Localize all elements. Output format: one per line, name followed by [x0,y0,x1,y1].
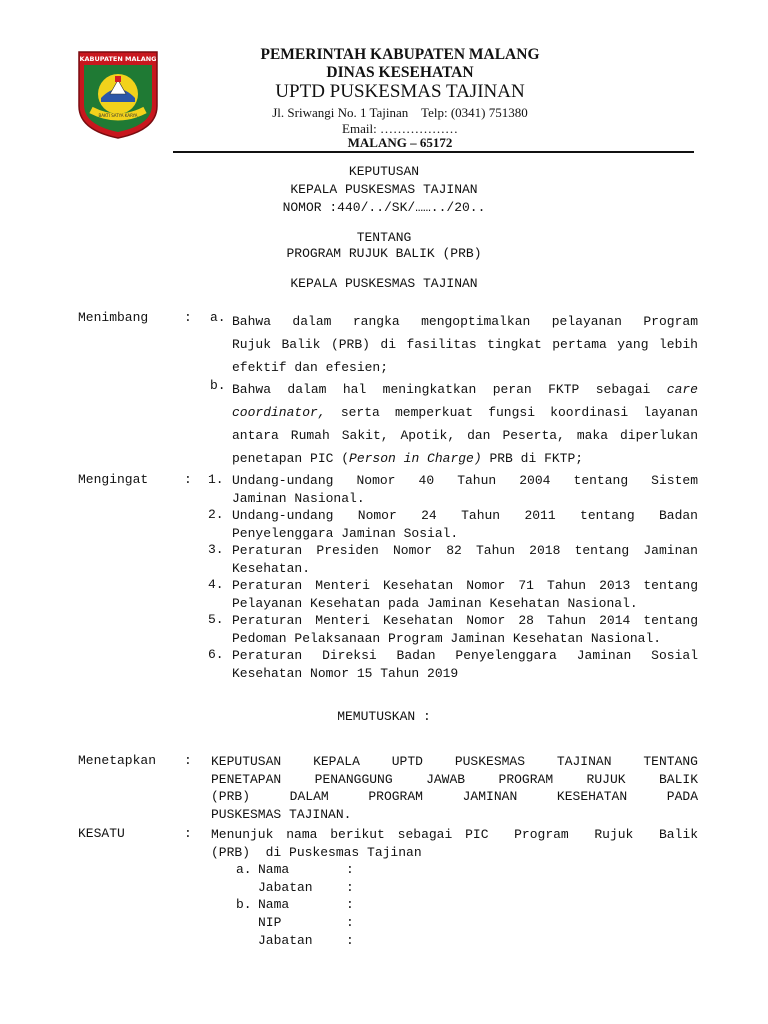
decree-issuer: KEPALA PUSKESMAS TAJINAN [290,182,478,197]
mengingat-label: Mengingat [78,472,149,487]
kesatu-a-marker: a. [236,862,252,877]
menetapkan-line: KEPUTUSAN KEPALA UPTD PUSKESMAS TAJINAN TENTANG [211,754,698,769]
field-label-jabatan: Jabatan [258,880,313,895]
kesatu-b-marker: b. [236,897,252,912]
list-item-line: Kesehatan. [232,560,311,576]
decree-number: NOMOR :440/../SK/……../20.. [282,200,486,215]
mengingat-list [206,472,698,682]
list-item [206,507,698,542]
menimbang-b-line: serta memperkuat fungsi koordinasi layanan [340,405,698,420]
list-item [206,612,698,647]
field-colon: : [346,897,354,912]
menimbang-b-line: Bahwa dalam hal meningkatkan peran FKTP sebagai [232,382,651,397]
letterhead-line1: PEMERINTAH KABUPATEN MALANG [260,46,540,63]
list-item-line: Undang-undang Nomor 40 Tahun 2004 tentang Sistem [232,473,698,488]
logo-text: KABUPATEN MALANG [79,55,157,63]
menimbang-a-text [232,310,698,379]
letterhead-rule [173,151,694,153]
letterhead-line3: UPTD PUSKESMAS TAJINAN [275,81,525,102]
list-item-marker: 2. [208,507,224,522]
letterhead-line2: DINAS KESEHATAN [326,64,474,81]
menetapkan-label: Menetapkan [78,753,157,768]
list-item-line: Peraturan Menteri Kesehatan Nomor 71 Tahun 2013 tentang [232,578,698,593]
list-item-line: Penyelenggara Jaminan Sosial. [232,525,459,541]
menetapkan-line: PUSKESMAS TAJINAN. [211,806,352,822]
menimbang-b-italic: coordinator, [232,405,326,420]
list-item-line: Peraturan Menteri Kesehatan Nomor 28 Tahun 2014 tentang [232,613,698,628]
list-item-line: Pelayanan Kesehatan pada Jaminan Kesehatan Nasional. [232,595,638,611]
letterhead-city: MALANG – 65172 [347,135,453,150]
menetapkan-colon: : [184,753,192,768]
menetapkan-text [211,753,698,823]
list-item-line: Peraturan Presiden Nomor 82 Tahun 2018 tentang Jaminan [232,543,698,558]
list-item-line: Kesehatan Nomor 15 Tahun 2019 [232,665,459,681]
memutuskan-heading: MEMUTUSKAN : [337,709,431,724]
list-item-line: Peraturan Direksi Badan Penyelenggara Jaminan Sosial [232,648,698,663]
field-colon: : [346,862,354,877]
menimbang-a-line: efektif dan efesien; [232,360,389,375]
kesatu-label: KESATU [78,826,125,841]
list-item [206,472,698,507]
list-item-marker: 5. [208,612,224,627]
list-item-marker: 4. [208,577,224,592]
list-item-marker: 1. [208,472,224,487]
menimbang-b-italic: Person in Charge) [349,451,482,466]
list-item-line: Undang-undang Nomor 24 Tahun 2011 tentang Badan [232,508,698,523]
menimbang-colon: : [184,310,192,325]
field-label-jabatan: Jabatan [258,933,313,948]
list-item [206,647,698,682]
kesatu-text [211,826,698,861]
list-item-marker: 3. [208,542,224,557]
menimbang-a-line: Rujuk Balik (PRB) di fasilitas tingkat pertama yang lebih [232,337,698,352]
menimbang-a-marker: a. [210,310,226,325]
menimbang-a-line: Bahwa dalam rangka mengoptimalkan pelayanan Program [232,314,698,329]
menetapkan-line: PENETAPAN PENANGGUNG JAWAB PROGRAM RUJUK BALIK [211,771,698,787]
field-colon: : [346,880,354,895]
kesatu-line: (PRB) di Puskesmas Tajinan [211,844,422,860]
decree-title: KEPUTUSAN [348,164,420,179]
list-item-marker: 6. [208,647,224,662]
logo-ribbon-text: BAKTI SATYA KARYA [98,113,138,118]
list-item [206,577,698,612]
menimbang-label: Menimbang [78,310,149,325]
decree-about-label: TENTANG [356,230,412,245]
list-item-line: Pedoman Pelaksanaan Program Jaminan Kesehatan Nasional. [232,630,662,646]
field-colon: : [346,915,354,930]
menimbang-b-marker: b. [210,378,226,393]
kesatu-line: Menunjuk nama berikut sebagai PIC Program Rujuk Balik [211,827,698,842]
menimbang-b-text [232,378,698,470]
field-label-nama: Nama [258,862,290,877]
decree-subject: PROGRAM RUJUK BALIK (PRB) [286,246,482,261]
letterhead-email: Email: ……………… [342,121,458,136]
decree-authority: KEPALA PUSKESMAS TAJINAN [290,276,478,291]
field-colon: : [346,933,354,948]
letterhead-address: Jl. Sriwangi No. 1 Tajinan Telp: (0341) 751380 [272,105,528,120]
menimbang-b-italic: care [666,382,698,397]
menimbang-b-line: PRB di FKTP; [481,451,584,466]
menimbang-b-line: antara Rumah Sakit, Apotik, dan Peserta, maka diperlukan [232,428,698,443]
menimbang-b-line: penetapan PIC ( [232,451,350,466]
mengingat-colon: : [184,472,192,487]
list-item-line: Jaminan Nasional. [232,490,365,506]
kabupaten-malang-logo [77,50,159,140]
field-label-nama: Nama [258,897,290,912]
kesatu-colon: : [184,826,192,841]
field-label-nip: NIP [258,915,282,930]
coat-of-arms-icon [77,50,159,140]
list-item [206,542,698,577]
menetapkan-line: (PRB) DALAM PROGRAM JAMINAN KESEHATAN PADA [211,789,698,804]
